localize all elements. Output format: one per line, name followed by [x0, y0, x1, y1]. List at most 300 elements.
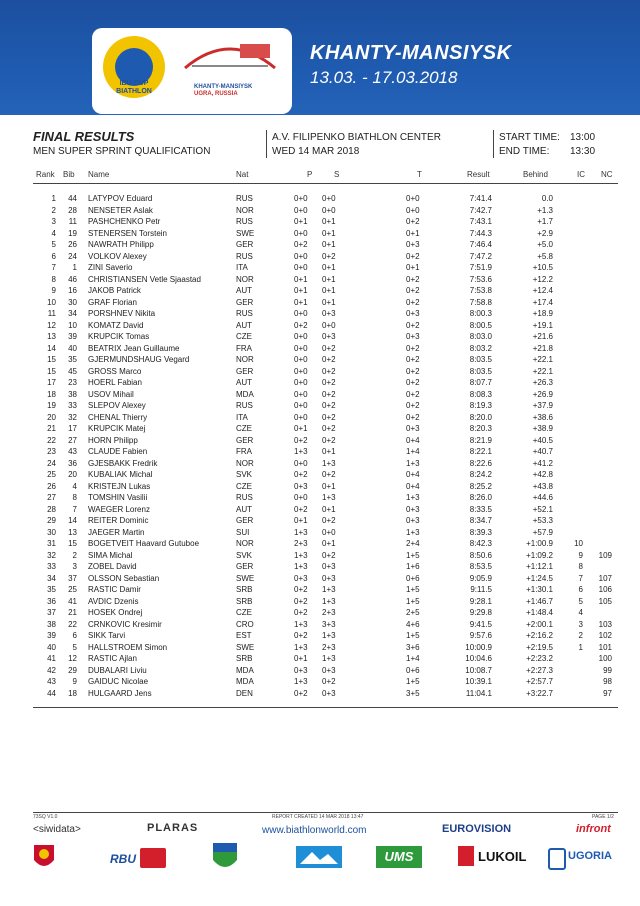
cell-name: KRUPCIK Matej: [88, 424, 146, 433]
cell-result: 7:53.8: [469, 286, 492, 295]
col-name: Name: [88, 170, 110, 179]
cell-nat: SWE: [236, 573, 255, 583]
cell-result: 10:04.6: [465, 654, 492, 663]
divider: [266, 130, 267, 158]
cell-bib: 7: [72, 504, 77, 514]
cell-nat: SRB: [236, 596, 253, 606]
table-row: [0, 435, 640, 447]
cell-p: 0+2: [294, 608, 308, 617]
cell-result: 8:22.6: [469, 458, 492, 468]
cell-t: 0+6: [406, 665, 420, 675]
cell-ic: 7: [578, 573, 583, 583]
cell-name: CLAUDE Fabien: [88, 447, 148, 456]
page-number: PAGE 1/2: [592, 814, 614, 820]
cell-nc: 103: [598, 619, 612, 629]
cell-bib: 24: [68, 251, 77, 261]
competition-name: MEN SUPER SPRINT QUALIFICATION: [33, 146, 211, 157]
cell-behind: +52.1: [532, 504, 553, 514]
footer-rule: [33, 812, 618, 813]
cell-rank: 36: [47, 596, 56, 606]
cell-rank: 39: [47, 631, 56, 640]
cell-nat: NOR: [236, 458, 254, 468]
col-rank: Rank: [36, 170, 55, 179]
cell-behind: +26.9: [532, 389, 553, 399]
cell-t: 0+0: [406, 194, 420, 203]
cell-rank: 29: [47, 516, 56, 525]
header-rule: [33, 183, 618, 184]
cell-nat: RUS: [236, 309, 253, 318]
cell-rank: 17: [47, 378, 56, 387]
cell-nat: RUS: [236, 194, 253, 203]
cell-behind: +3:22.7: [526, 688, 553, 698]
cell-nat: NOR: [236, 205, 254, 215]
cell-s: 0+3: [322, 332, 336, 341]
cell-p: 0+0: [294, 458, 308, 468]
cell-nat: SUI: [236, 527, 250, 537]
cell-p: 0+2: [294, 470, 308, 479]
cell-behind: +53.3: [532, 516, 553, 525]
cell-name: VOLKOV Alexey: [88, 251, 147, 261]
table-row: [0, 596, 640, 608]
cell-nc: 99: [603, 665, 612, 675]
cell-t: 0+2: [406, 366, 420, 376]
cell-behind: +38.6: [532, 412, 553, 422]
cell-rank: 13: [47, 332, 56, 341]
cell-bib: 23: [68, 378, 77, 387]
russia-emblem-icon: [30, 842, 58, 872]
cell-nat: RUS: [236, 217, 253, 226]
cell-bib: 5: [72, 642, 77, 652]
cell-name: NENSETER Aslak: [88, 205, 153, 215]
cell-t: 0+2: [406, 343, 420, 353]
cell-nat: SWE: [236, 228, 255, 238]
cell-name: STENERSEN Torstein: [88, 228, 167, 238]
cell-bib: 16: [68, 286, 77, 295]
cell-behind: +2:23.2: [526, 654, 553, 663]
cell-p: 0+0: [294, 366, 308, 376]
cell-t: 0+3: [406, 240, 420, 249]
cell-result: 9:57.6: [469, 631, 492, 640]
cell-behind: +37.9: [532, 401, 553, 410]
cell-s: 0+0: [322, 527, 336, 537]
cell-result: 8:53.5: [469, 562, 492, 571]
doc-code: 73SQ V1.0: [33, 814, 58, 820]
cell-t: 1+3: [406, 493, 420, 502]
table-row: [0, 251, 640, 263]
cell-t: 0+4: [406, 435, 420, 445]
cell-t: 0+1: [406, 263, 420, 272]
cell-bib: 8: [72, 493, 77, 502]
cell-p: 0+0: [294, 194, 308, 203]
table-row: [0, 446, 640, 458]
cell-rank: 26: [47, 481, 56, 491]
cell-t: 1+3: [406, 527, 420, 537]
cell-p: 1+3: [294, 550, 308, 560]
cell-behind: +1:09.2: [526, 550, 553, 560]
col-behind: Behind: [523, 170, 548, 179]
table-row: [0, 366, 640, 378]
cell-behind: +2:27.3: [526, 665, 553, 675]
cell-rank: 1: [51, 194, 56, 203]
cell-behind: +21.6: [532, 332, 553, 341]
cell-s: 0+1: [322, 263, 336, 272]
cell-s: 0+2: [322, 677, 336, 686]
cell-nat: ITA: [236, 263, 248, 272]
cell-ic: 2: [578, 631, 583, 640]
cell-behind: +17.4: [532, 297, 553, 307]
table-row: [0, 412, 640, 424]
cell-t: 0+2: [406, 251, 420, 261]
cell-nc: 97: [603, 688, 612, 698]
cell-rank: 28: [47, 504, 56, 514]
start-time-label: START TIME:: [499, 132, 560, 143]
cell-p: 0+0: [294, 251, 308, 261]
event-dates: 13.03. - 17.03.2018: [310, 68, 458, 87]
cell-t: 1+5: [406, 596, 420, 606]
cell-name: GRAF Florian: [88, 297, 137, 307]
col-bib: Bib: [63, 170, 75, 179]
end-time-label: END TIME:: [499, 146, 550, 157]
cell-rank: 44: [47, 688, 56, 698]
cell-ic: 1: [578, 642, 583, 652]
cell-result: 8:08.3: [469, 389, 492, 399]
cell-bib: 3: [72, 562, 77, 571]
cell-p: 0+0: [294, 493, 308, 502]
cell-s: 0+3: [322, 562, 336, 571]
cell-name: HORN Philipp: [88, 435, 138, 445]
cell-result: 7:47.2: [469, 251, 492, 261]
ibu-cup-text: IBU CUP BIATHLON: [116, 80, 152, 95]
bridge-logo: [180, 36, 280, 76]
cell-result: 9:05.9: [469, 573, 492, 583]
cell-bib: 10: [68, 320, 77, 330]
cell-bib: 43: [68, 447, 77, 456]
cell-nat: EST: [236, 631, 252, 640]
cell-result: 8:25.2: [469, 481, 492, 491]
cell-p: 1+3: [294, 447, 308, 456]
cell-name: NAWRATH Philipp: [88, 240, 154, 249]
cell-behind: +12.4: [532, 286, 553, 295]
cell-bib: 34: [68, 309, 77, 318]
pluras-logo: PLARAS: [147, 822, 199, 834]
cell-p: 0+0: [294, 401, 308, 410]
cell-name: KOMATZ David: [88, 320, 144, 330]
cell-result: 9:11.5: [470, 585, 492, 594]
cell-name: RASTIC Damir: [88, 585, 141, 594]
cell-p: 0+0: [294, 378, 308, 387]
table-row: [0, 377, 640, 389]
cell-p: 0+0: [294, 263, 308, 272]
cell-name: JAEGER Martin: [88, 527, 145, 537]
cell-p: 0+0: [294, 309, 308, 318]
col-nat: Nat: [236, 170, 249, 179]
cell-behind: +5.8: [537, 251, 553, 261]
cell-nc: 98: [603, 677, 612, 686]
cell-rank: 20: [47, 412, 56, 422]
cell-p: 0+2: [294, 596, 308, 606]
cell-p: 0+0: [294, 205, 308, 215]
cell-behind: +1:00.9: [526, 539, 553, 548]
cell-name: JAKOB Patrick: [88, 286, 141, 295]
cell-t: 2+5: [406, 608, 420, 617]
cell-nc: 107: [598, 573, 612, 583]
cell-p: 0+2: [294, 320, 308, 330]
cell-result: 8:42.3: [469, 539, 492, 548]
cell-result: 8:03.2: [469, 343, 492, 353]
cell-nat: CZE: [236, 424, 252, 433]
cell-ic: 9: [578, 550, 583, 560]
cell-s: 0+2: [322, 424, 336, 433]
cell-result: 7:44.3: [469, 228, 492, 238]
cell-rank: 37: [47, 608, 56, 617]
cell-rank: 38: [47, 619, 56, 629]
cell-name: CHENAL Thierry: [88, 412, 148, 422]
cell-behind: +5.0: [537, 240, 553, 249]
table-row: [0, 343, 640, 355]
cell-name: CHRISTIANSEN Vetle Sjaastad: [88, 274, 201, 284]
cell-bib: 22: [68, 619, 77, 629]
cell-bib: 36: [68, 458, 77, 468]
cell-p: 0+0: [294, 355, 308, 364]
cell-bib: 28: [68, 205, 77, 215]
cell-behind: +2:00.1: [526, 619, 553, 629]
cell-t: 0+3: [406, 504, 420, 514]
cell-nat: AUT: [236, 378, 252, 387]
cell-behind: +40.7: [532, 447, 553, 456]
cell-rank: 15: [47, 355, 56, 364]
table-row: [0, 538, 640, 550]
cell-result: 8:34.7: [469, 516, 492, 525]
col-result: Result: [467, 170, 490, 179]
cell-nat: GER: [236, 562, 254, 571]
cell-s: 0+3: [322, 309, 336, 318]
cell-t: 0+3: [406, 424, 420, 433]
cell-p: 0+3: [294, 665, 308, 675]
cell-t: 0+2: [406, 355, 420, 364]
table-end-rule: [33, 707, 618, 708]
cell-nc: 101: [598, 642, 612, 652]
cell-bib: 9: [72, 677, 77, 686]
start-time-value: 13:00: [570, 132, 596, 143]
cell-nat: MDA: [236, 665, 254, 675]
table-row: [0, 504, 640, 516]
cell-behind: +43.8: [532, 481, 553, 491]
cell-behind: +38.9: [532, 424, 553, 433]
cell-result: 7:53.6: [469, 274, 492, 284]
cell-behind: +1:12.1: [526, 562, 553, 571]
cell-p: 2+3: [294, 539, 308, 548]
cell-p: 0+3: [294, 481, 308, 491]
cell-result: 8:33.5: [469, 504, 492, 514]
cell-s: 1+3: [322, 631, 336, 640]
cell-behind: +42.8: [532, 470, 553, 479]
cell-p: 0+2: [294, 688, 308, 698]
cell-t: 0+2: [406, 217, 420, 226]
event-banner: [0, 0, 640, 115]
cell-ic: 10: [574, 539, 583, 548]
cell-rank: 43: [47, 677, 56, 686]
cell-result: 7:43.1: [469, 217, 492, 226]
table-row: [0, 515, 640, 527]
cell-p: 0+0: [294, 332, 308, 341]
table-row: [0, 607, 640, 619]
cell-s: 0+1: [322, 539, 336, 548]
cell-nat: GER: [236, 516, 254, 525]
cell-nc: 105: [598, 596, 612, 606]
cell-t: 0+6: [406, 573, 420, 583]
report-created: REPORT CREATED 14 MAR 2018 13:47: [272, 814, 364, 820]
cell-bib: 17: [68, 424, 77, 433]
cell-s: 1+3: [322, 458, 336, 468]
cell-bib: 15: [68, 539, 77, 548]
cell-behind: +1:46.7: [526, 596, 553, 606]
cell-name: GJESBAKK Fredrik: [88, 458, 158, 468]
cell-rank: 3: [51, 217, 56, 226]
cell-nat: GER: [236, 366, 254, 376]
cell-rank: 2: [51, 205, 56, 215]
cell-p: 0+1: [294, 217, 308, 226]
cell-bib: 40: [68, 343, 77, 353]
table-row: [0, 331, 640, 343]
cell-result: 8:24.2: [469, 470, 492, 479]
cell-name: SIKK Tarvi: [88, 631, 126, 640]
cell-s: 0+1: [322, 504, 336, 514]
cell-p: 0+1: [294, 297, 308, 307]
cell-behind: +1:30.1: [526, 585, 553, 594]
ums-logo: UMS: [376, 846, 422, 868]
cell-bib: 1: [72, 263, 77, 272]
cell-t: 0+1: [406, 228, 420, 238]
cell-rank: 40: [47, 642, 56, 652]
cell-bib: 11: [68, 217, 77, 226]
cell-result: 10:00.9: [465, 642, 492, 652]
cell-s: 0+1: [322, 481, 336, 491]
table-row: [0, 285, 640, 297]
cell-t: 0+2: [406, 412, 420, 422]
cell-result: 8:07.7: [469, 378, 492, 387]
col-nc: NC: [601, 170, 613, 179]
cell-name: USOV Mihail: [88, 389, 134, 399]
cell-name: KUBALIAK Michal: [88, 470, 153, 479]
cell-bib: 26: [68, 240, 77, 249]
cell-behind: +1.7: [537, 217, 553, 226]
cell-rank: 8: [51, 274, 56, 284]
cell-behind: +2.9: [537, 228, 553, 238]
table-row: [0, 320, 640, 332]
cell-name: ZOBEL David: [88, 562, 137, 571]
cell-t: 0+2: [406, 297, 420, 307]
cell-nc: 100: [598, 654, 612, 663]
cell-nat: RUS: [236, 251, 253, 261]
cell-behind: +12.2: [532, 274, 553, 284]
cell-result: 7:58.8: [469, 297, 492, 307]
cell-result: 8:00.5: [469, 320, 492, 330]
cell-behind: +22.1: [532, 366, 553, 376]
results-table: [0, 193, 640, 699]
cell-name: OLSSON Sebastian: [88, 573, 160, 583]
cell-name: SLEPOV Alexey: [88, 401, 146, 410]
cell-p: 1+3: [294, 562, 308, 571]
table-row: [0, 274, 640, 286]
results-title: FINAL RESULTS: [33, 129, 135, 144]
cell-t: 0+4: [406, 481, 420, 491]
cell-rank: 14: [47, 343, 56, 353]
cell-nat: ITA: [236, 412, 248, 422]
cell-nat: FRA: [236, 343, 252, 353]
cell-bib: 35: [68, 355, 77, 364]
cell-s: 0+2: [322, 389, 336, 399]
cell-t: 0+2: [406, 286, 420, 295]
cell-name: HALLSTROEM Simon: [88, 642, 168, 652]
cell-t: 1+5: [406, 550, 420, 560]
cell-t: 1+4: [406, 654, 420, 663]
cell-nat: SWE: [236, 642, 255, 652]
cell-result: 8:39.3: [469, 527, 492, 537]
cell-s: 0+3: [322, 688, 336, 698]
cell-s: 0+3: [322, 573, 336, 583]
cell-result: 8:03.0: [469, 332, 492, 341]
cell-p: 0+1: [294, 516, 308, 525]
cell-name: CRNKOVIC Kresimir: [88, 619, 162, 629]
cell-rank: 21: [47, 424, 56, 433]
cell-bib: 38: [68, 389, 77, 399]
cell-nat: NOR: [236, 274, 254, 284]
cell-s: 0+1: [322, 217, 336, 226]
cell-rank: 32: [47, 550, 56, 560]
cell-name: PASHCHENKO Petr: [88, 217, 161, 226]
cell-s: 0+2: [322, 378, 336, 387]
cell-behind: +19.1: [532, 320, 553, 330]
col-ic: IC: [577, 170, 585, 179]
cell-result: 9:29.8: [469, 608, 492, 617]
cell-nat: NOR: [236, 355, 254, 364]
cell-result: 8:03.5: [469, 355, 492, 364]
cell-name: REITER Dominic: [88, 516, 149, 525]
cell-name: RASTIC Ajlan: [88, 654, 137, 663]
cell-behind: +10.5: [532, 263, 553, 272]
cell-s: 0+2: [322, 401, 336, 410]
cell-result: 11:04.1: [465, 688, 492, 698]
cell-s: 0+2: [322, 435, 336, 445]
cell-result: 10:39.1: [465, 677, 492, 686]
cell-rank: 34: [47, 573, 56, 583]
cell-p: 0+1: [294, 654, 308, 663]
cell-bib: 39: [68, 332, 77, 341]
table-row: [0, 262, 640, 274]
divider: [493, 130, 494, 158]
cell-nat: RUS: [236, 401, 253, 410]
cell-nc: 109: [598, 550, 612, 560]
table-row: [0, 550, 640, 562]
ugra-emblem-icon: [210, 840, 240, 874]
cell-result: 8:26.0: [469, 493, 492, 502]
cell-result: 10:08.7: [465, 665, 492, 675]
cell-rank: 22: [47, 435, 56, 445]
cell-name: ZINI Saverio: [88, 263, 133, 272]
cell-s: 1+3: [322, 654, 336, 663]
table-row: [0, 481, 640, 493]
table-row: [0, 239, 640, 251]
cell-t: 0+2: [406, 378, 420, 387]
cell-bib: 27: [68, 435, 77, 445]
table-row: [0, 205, 640, 217]
cell-behind: +44.6: [532, 493, 553, 502]
cell-nat: CZE: [236, 608, 252, 617]
cell-rank: 27: [47, 493, 56, 502]
cell-behind: +40.5: [532, 435, 553, 445]
cell-ic: 6: [578, 585, 583, 594]
cell-s: 0+2: [322, 516, 336, 525]
